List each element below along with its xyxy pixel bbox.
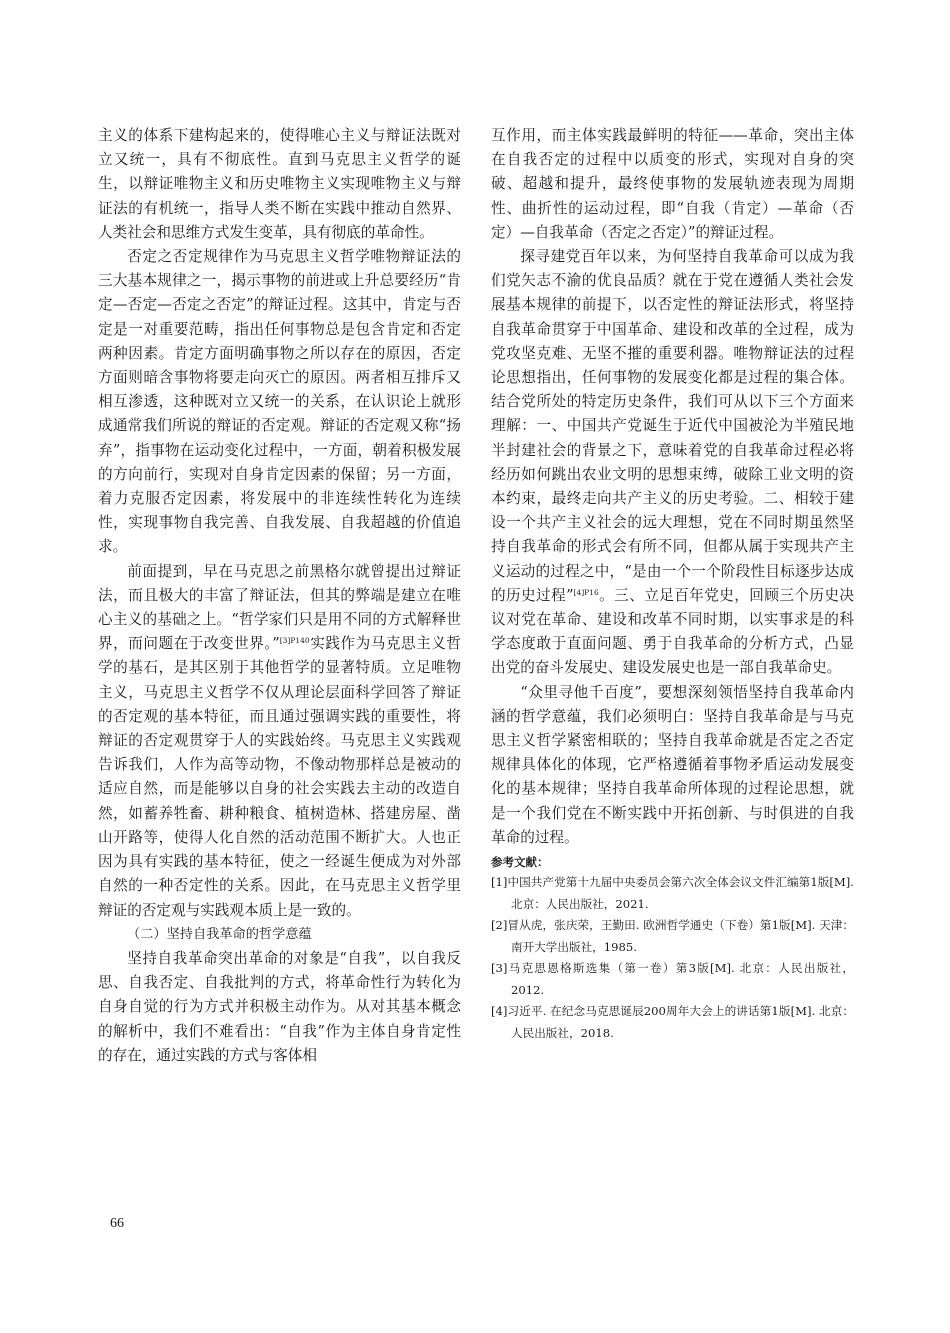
reference-item: [3]马克思恩格斯选集（第一卷）第3版[M]. 北京：人民出版社，2012.: [491, 961, 854, 997]
paragraph-text: 。三、立足百年党史，回顾三个历史决议对党在革命、建设和改革不同时期，以实事求是的科学态度敢于直面问题、勇于自我革命的分析方式，凸显出党的奋斗发展史、建设发展史也是一部自我革命史。: [491, 586, 854, 677]
left-column: [98, 124, 461, 1068]
references-title: 参考文献：: [491, 855, 549, 870]
paragraph: “众里寻他千百度”，要想深刻领悟坚持自我革命内涵的哲学意蕴，我们必须明白：坚持自我革命是与马克思主义哲学紧密相联的；坚持自我革命就是否定之否定规律具体化的体现，它严格遵循着事物矛盾运动发展变化的基本规律；坚持自我革命所体现的过程论思想，就是一个我们党在不断实践中开拓创新、与时俱进的自我革命的过程。: [491, 683, 854, 846]
citation-marker: [4]P16: [573, 587, 599, 597]
reference-item: [1]中国共产党第十九届中央委员会第六次全体会议文件汇编第1版[M].北京：人民出版社，2021.: [491, 875, 854, 911]
paragraph-text: 实践作为马克思主义哲学的基石，是其区别于其他哲学的显著特质。立足唯物主义，马克思主义哲学不仅从理论层面科学回答了辩证的否定观的基本特征，而且通过强调实践的重要性，将辩证的否定观贯穿于人的实践始终。马克思主义实践观告诉我们，人作为高等动物，不像动物那样总是被动的适应自然，而是能够以自身的社会实践去主动的改造自然，如蓄养牲畜、耕种粮食、植树造林、搭建房屋、凿山开路等，使得人化自然的活动范围不断扩大。人也正因为具有实践的基本特征，使之一经诞生便成为对外部自然的一种否定性的关系。因此，在马克思主义哲学里辩证的否定观与实践观本质上是一致的。: [98, 635, 461, 919]
paragraph: 否定之否定规律作为马克思主义哲学唯物辩证法的三大基本规律之一，揭示事物的前进或上升总要经历“肯定—否定—否定之否定”的辩证过程。这其中，肯定与否定是一对重要范畴，指出任何事物总是包含肯定和否定两种因素。肯定方面明确事物之所以存在的原因，否定方面则暗含事物将要走向灭亡的原因。两者相互排斥又相互渗透，这种既对立又统一的关系，在认识论上就形成通常我们所说的辩证的否定观。辩证的否定观又称“扬弃”，指事物在运动变化过程中，一方面，朝着积极发展的方向前行，实现对自身肯定因素的保留；另一方面，着力克服否定因素，将发展中的非连续性转化为连续性，实现事物自我完善、自我发展、自我超越的价值追求。: [98, 248, 461, 556]
reference-item: [4]习近平. 在纪念马克思诞辰200周年大会上的讲话第1版[M]. 北京：人民出版社，2018.: [491, 1004, 854, 1040]
right-column: [491, 124, 854, 1044]
paragraph: [98, 560, 461, 923]
paragraph: 互作用，而主体实践最鲜明的特征——革命，突出主体在自我否定的过程中以质变的形式，实现对自身的突破、超越和提升，最终使事物的发展轨迹表现为周期性、曲折性的运动过程，即“自我（肯定）—革命（否定）—自我革命（否定之否定）”的辩证过程。: [491, 127, 854, 241]
paragraph: 主义的体系下建构起来的，使得唯心主义与辩证法既对立又统一，具有不彻底性。直到马克思主义哲学的诞生，以辩证唯物主义和历史唯物主义实现唯物主义与辩证法的有机统一，指导人类不断在实践中推动自然界、人类社会和思维方式发生变革，具有彻底的革命性。: [98, 127, 461, 241]
paragraph-text: 前面提到，早在马克思之前黑格尔就曾提出过辩证法，而且极大的丰富了辩证法，但其的弊端是建立在唯心主义的基础之上。“哲学家们只是用不同的方式解释世界，而问题在于改变世界。”: [98, 562, 461, 653]
paragraph: [491, 245, 854, 681]
page-number: 66: [110, 1216, 124, 1231]
paragraph: 坚持自我革命突出革命的对象是“自我”，以自我反思、自我否定、自我批判的方式，将革命性行为转化为自身自觉的行为方式并积极主动作为。从对其基本概念的解析中，我们不难看出：“自我”作为主体自身肯定性的存在，通过实践的方式与客体相: [98, 949, 461, 1064]
section-heading: （二）坚持自我革命的哲学意蕴: [127, 926, 312, 942]
citation-marker: [3]P140: [279, 636, 310, 646]
reference-item: [2]冒从虎，张庆荣，王勤田. 欧洲哲学通史（下卷）第1版[M]. 天津：南开大学出版社，1985.: [491, 918, 854, 954]
paragraph-text: 探寻建党百年以来，为何坚持自我革命可以成为我们党矢志不渝的优良品质？就在于党在遵循人类社会发展基本规律的前提下，以否定性的辩证法形式，将坚持自我革命贯穿于中国革命、建设和改革的全过程，成为党攻坚克难、无坚不摧的重要利器。唯物辩证法的过程论思想指出，任何事物的发展变化都是过程的集合体。结合党所处的特定历史条件，我们可从以下三个方面来理解：一、中国共产党诞生于近代中国被沦为半殖民地半封建社会的背景之下，意味着党的自我革命过程必将经历如何跳出农业文明的思想束缚，破除工业文明的资本约束，最终走向共产主义的历史考验。二、相较于建设一个共产主义社会的远大理想，党在不同时期虽然坚持自我革命的形式会有所不同，但都从属于实现共产主义运动的过程之中，“是由一个一个阶段性目标逐步达成的历史过程”: [491, 248, 854, 604]
reference-list: [491, 872, 854, 1044]
